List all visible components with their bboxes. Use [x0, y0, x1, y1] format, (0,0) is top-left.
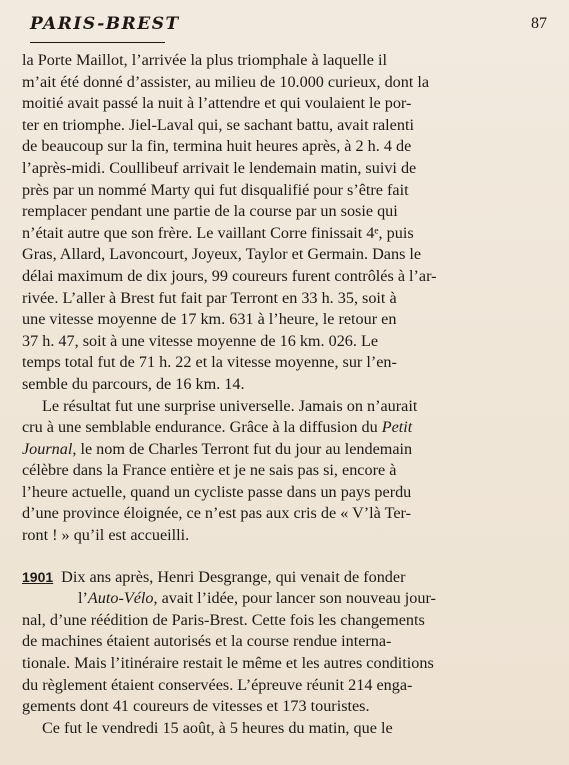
text-run: , avait l’idée, pour lancer son nouveau jour-: [153, 589, 436, 608]
running-title: PARIS-BREST: [30, 14, 180, 34]
text-line: d’une province éloignée, ce n’est pas aux cris de « V’là Ter-: [22, 504, 411, 523]
text-line: [22, 439, 550, 461]
section-spacer: [22, 547, 550, 567]
newspaper-title: Petit: [381, 418, 413, 437]
text-line: de machines étaient autorisés et la course rendue interna-: [22, 632, 392, 651]
text-line: une vitesse moyenne de 17 km. 631 à l’heure, le retour en: [22, 310, 397, 329]
text-run: Dix ans après, Henri Desgrange, qui venait de fonder: [61, 567, 406, 586]
page-number: 87: [531, 15, 547, 32]
text-line: temps total fut de 71 h. 22 et la vitesse moyenne, sur l’en-: [22, 353, 397, 372]
text-line: délai maximum de dix jours, 99 coureurs furent contrôlés à l’ar-: [22, 266, 437, 285]
body-text: [22, 50, 550, 739]
text-line: célèbre dans la France entière et je ne sais pas si, encore à: [22, 461, 397, 480]
text-line: Gras, Allard, Lavoncourt, Joyeux, Taylor et Germain. Dans le: [22, 245, 422, 264]
text-run: cru à une semblable endurance. Grâce à la diffusion du: [22, 418, 378, 437]
text-line: n’était autre que son frère. Le vaillant Corre finissait 4ᵉ, puis: [22, 223, 414, 242]
text-line: m’ait été donné d’assister, au milieu de 10.000 curieux, dont la: [22, 72, 430, 91]
text-line: remplacer pendant une partie de la course par un sosie qui: [22, 202, 398, 221]
text-line: l’après-midi. Coullibeuf arrivait le lendemain matin, suivi de: [22, 158, 417, 177]
section-1901: [22, 567, 550, 718]
text-line: gements dont 41 coureurs de vitesses et 173 touristes.: [22, 697, 370, 716]
text-line: de beaucoup sur la fin, termina huit heures après, à 2 h. 4 de: [22, 137, 412, 156]
newspaper-title: Journal: [22, 439, 73, 458]
text-run: l’: [78, 589, 88, 608]
text-line: ter en triomphe. Jiel-Laval qui, se sachant battu, avait ralenti: [22, 115, 414, 134]
text-line: 37 h. 47, soit à une vitesse moyenne de 16 km. 026. Le: [22, 331, 379, 350]
text-line: [22, 417, 550, 439]
text-line: Ce fut le vendredi 15 août, à 5 heures du matin, que le: [42, 718, 393, 737]
paragraph-1: [22, 50, 550, 396]
text-line: rivée. L’aller à Brest fut fait par Terront en 33 h. 35, soit à: [22, 288, 397, 307]
paragraph-2: [22, 396, 550, 547]
text-line: Le résultat fut une surprise universelle. Jamais on n’aurait: [42, 396, 418, 415]
text-line: semble du parcours, de 16 km. 14.: [22, 374, 245, 393]
page-header: [30, 12, 547, 42]
text-run: , le nom de Charles Terront fut du jour au lendemain: [72, 439, 413, 458]
newspaper-title: Auto-Vélo: [87, 589, 154, 608]
text-line: tionale. Mais l’itinéraire restait le même et les autres conditions: [22, 654, 434, 673]
text-line: l’heure actuelle, quand un cycliste passe dans un pays perdu: [22, 482, 412, 501]
text-line: [22, 567, 550, 589]
text-line: près par un nommé Marty qui fut disqualifié pour s’être fait: [22, 180, 409, 199]
text-line: ront ! » qu’il est accueilli.: [22, 526, 190, 545]
text-line: moitié avait passé la nuit à l’attendre et qui voulaient le por-: [22, 94, 412, 113]
year-marker: 1901: [22, 568, 54, 585]
text-line: [22, 588, 550, 610]
text-line: nal, d’une réédition de Paris-Brest. Cette fois les changements: [22, 610, 425, 629]
text-line: la Porte Maillot, l’arrivée la plus triomphale à laquelle il: [22, 51, 388, 69]
header-rule: [30, 42, 165, 43]
text-line: du règlement étaient conservées. L’épreuve réunit 214 enga-: [22, 675, 413, 694]
